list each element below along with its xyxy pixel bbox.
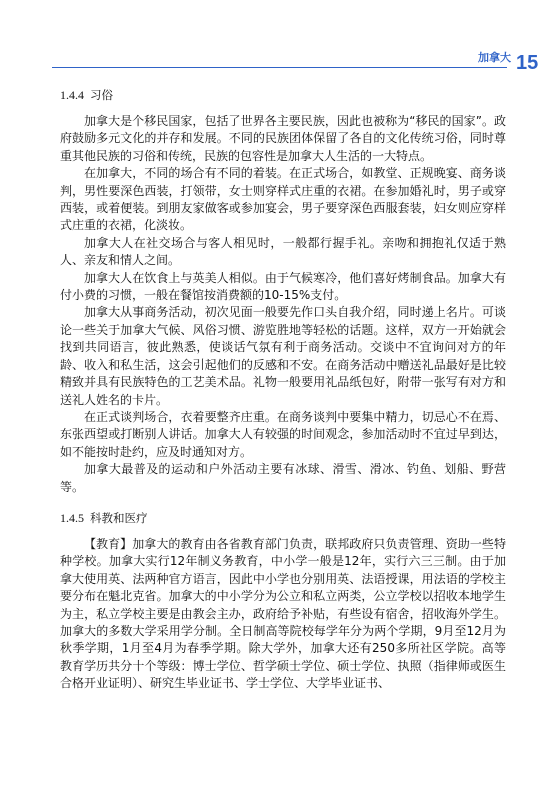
section-number: 1.4.5 xyxy=(60,510,84,525)
paragraph: 加拿大从事商务活动，初次见面一般要先作口头自我介绍，同时递上名片。可谈论一些关于加拿大气候、风俗习惯、游览胜地等轻松的话题。这样，双方一开始就会找到共同语言，彼此熟悉，使谈话气氛有利于商务活动。交谈中不宜询问对方的年龄、收入和私生活，这会引起他们的反感和不安。在商务活动中赠送礼品最好是比较精致并具有民族特色的工艺美术品。礼物一般要用礼品纸包好，附带一张写有对方和送礼人姓名的卡片。 xyxy=(60,305,506,407)
paragraph: 加拿大最普及的运动和户外活动主要有冰球、滑雪、滑冰、钓鱼、划船、野营等。 xyxy=(60,462,506,494)
page-body xyxy=(60,85,506,693)
paragraph: 加拿大人在饮食上与英美人相似。由于气候寒冷，他们喜好烤制食品。加拿大有付小费的习惯，一般在餐馆按消费额的10-15%支付。 xyxy=(60,270,506,303)
section-heading-education-health xyxy=(60,508,506,528)
section-title: 科教和医疗 xyxy=(90,510,148,525)
running-header-country: 加拿大 xyxy=(478,51,511,64)
section-heading-customs xyxy=(60,85,506,105)
section-title: 习俗 xyxy=(90,88,113,102)
page-number: 15 xyxy=(516,52,539,74)
section-number: 1.4.4 xyxy=(60,88,84,102)
paragraph: 在加拿大，不同的场合有不同的着装。在正式场合，如教堂、正规晚宴、商务谈判，男性要深色西装，打领带，女士则穿样式庄重的衣裙。在参加婚礼时，男子或穿西装，或着便装。到朋友家做客或参加宴会，男子要穿深色西服套装，妇女则应穿样式庄重的衣裙，化淡妆。 xyxy=(60,166,506,233)
header-divider xyxy=(52,67,507,68)
paragraph: 加拿大是个移民国家，包括了世界各主要民族，因此也被称为“移民的国家”。政府鼓励多元文化的并存和发展。不同的民族团体保留了各自的文化传统习俗，同时尊重其他民族的习俗和传统，民族的包容性是加拿大人生活的一大特点。 xyxy=(60,114,506,163)
paragraph: 加拿大人在社交场合与客人相见时，一般都行握手礼。亲吻和拥抱礼仅适于熟人、亲友和情人之间。 xyxy=(60,235,506,268)
paragraph: 在正式谈判场合，衣着要整齐庄重。在商务谈判中要集中精力，切忌心不在焉、东张西望或打断别人讲话。加拿大人有较强的时间观念，参加活动时不宜过早到达，如不能按时赴约，应及时通知对方。 xyxy=(60,409,506,459)
paragraph: 【教育】加拿大的教育由各省教育部门负责，联邦政府只负责管理、资助一些特种学校。加拿大实行12年制义务教育，中小学一般是12年，实行六三三制。由于加拿大使用英、法两种官方语言，因此中小学也分别用英、法语授课，用法语的学校主要分布在魁北克省。加拿大的中小学分为公立和私立两类，公立学校以招收本地学生为主，私立学校主要是由教会主办，政府给予补贴，有些设有宿舍，招收海外学生。加拿大的多数大学采用学分制。全日制高等院校每学年分为两个学期，9月至12月为秋季学期，1月至4月为春季学期。除大学外，加拿大还有250多所社区学院。高等教育学历共分十个等级：博士学位、哲学硕士学位、硕士学位、执照（指律师或医生合格开业证明）、研究生毕业证书、学士学位、大学毕业证书、 xyxy=(60,536,506,691)
